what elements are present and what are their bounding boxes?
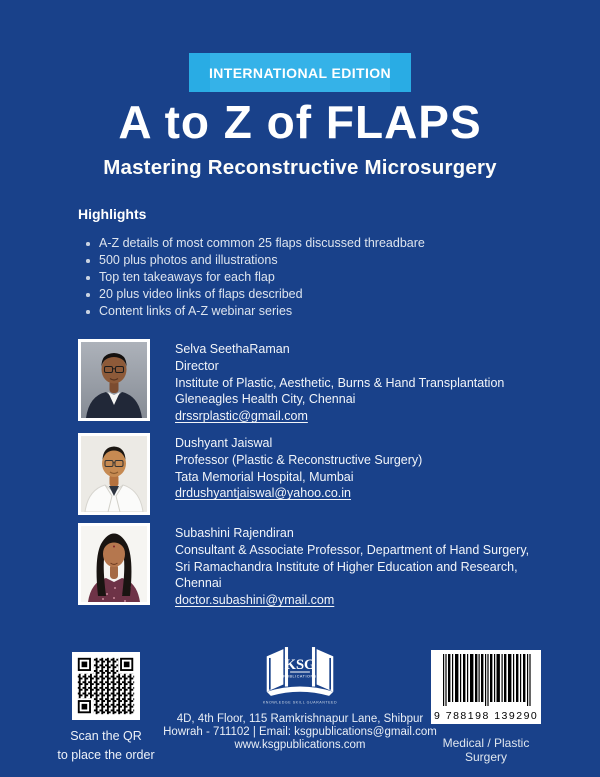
author-role: Director <box>175 358 219 373</box>
publisher-tagline: KNOWLEDGE SKILL GUARANTEED <box>262 701 338 705</box>
author-affiliation: Institute of Plastic, Aesthetic, Burns & Hand Transplantation <box>175 375 505 390</box>
highlight-item: 500 plus photos and illustrations <box>84 252 540 269</box>
publisher-address-line2: Howrah - 711102 | Email: ksgpublications@gmail.com <box>163 725 437 738</box>
author-row-subashini <box>78 523 560 609</box>
authors-section <box>78 339 560 617</box>
publisher-website-link[interactable]: www.ksgpublications.com <box>234 738 366 751</box>
author-name: Dushyant Jaiswal <box>175 435 273 450</box>
highlight-item: Top ten takeaways for each flap <box>84 269 540 286</box>
author-photo-dushyant <box>78 433 150 515</box>
highlights-list <box>84 235 540 320</box>
qr-code-image[interactable] <box>72 652 140 720</box>
publisher-section <box>150 646 450 751</box>
highlight-item: Content links of A-Z webinar series <box>84 303 540 320</box>
author-affiliation: Tata Memorial Hospital, Mumbai <box>175 469 354 484</box>
qr-section <box>56 652 156 765</box>
book-title: A to Z of FLAPS <box>118 96 482 148</box>
international-edition-label: INTERNATIONAL EDITION <box>208 64 392 81</box>
barcode-image <box>431 650 541 724</box>
qr-caption-line2: to place the order <box>57 748 155 762</box>
isbn-number: 9 788198 139290 <box>434 710 539 722</box>
author-email-link[interactable]: drssrplastic@gmail.com <box>175 409 308 424</box>
author-photo-selva <box>78 339 150 421</box>
author-role: Consultant & Associate Professor, Department of Hand Surgery, <box>175 542 530 557</box>
publisher-address-line1: 4D, 4th Floor, 115 Ramkrishnapur Lane, Shibpur <box>176 713 424 725</box>
barcode-bars-icon <box>437 654 535 706</box>
author-email-link[interactable]: doctor.subashini@ymail.com <box>175 593 335 608</box>
author-name: Selva SeethaRaman <box>175 342 290 356</box>
international-edition-banner <box>189 53 411 92</box>
portrait-man-suit <box>81 342 147 418</box>
qr-caption-line1: Scan the QR <box>70 729 142 743</box>
book-subtitle: Mastering Reconstructive Microsurgery <box>103 156 497 179</box>
publisher-subname: PUBLICATIONS <box>283 674 317 679</box>
author-name: Subashini Rajendiran <box>175 525 294 540</box>
highlights-heading: Highlights <box>78 206 147 222</box>
highlight-item: 20 plus video links of flaps described <box>84 286 540 303</box>
author-details-subashini <box>175 523 560 609</box>
book-category-label: Medical / Plastic Surgery <box>442 736 530 764</box>
highlight-item: A-Z details of most common 25 flaps discussed threadbare <box>84 235 540 252</box>
author-details-selva <box>175 339 504 425</box>
author-details-dushyant <box>175 433 422 502</box>
author-role: Professor (Plastic & Reconstructive Surgery) <box>175 452 423 467</box>
author-photo-subashini <box>78 523 150 605</box>
author-row-dushyant <box>78 433 560 515</box>
qr-code-icon <box>75 655 137 717</box>
author-email-link[interactable]: drdushyantjaiswal@yahoo.co.in <box>175 486 351 501</box>
publisher-logo <box>256 646 344 698</box>
barcode-section <box>428 650 544 764</box>
author-row-selva <box>78 339 560 425</box>
publisher-name: KSG <box>284 656 316 673</box>
author-affiliation: Sri Ramachandra Institute of Higher Education and Research, Chennai <box>175 559 518 591</box>
highlights-section <box>78 206 540 320</box>
author-affiliation: Gleneagles Health City, Chennai <box>175 392 356 407</box>
portrait-man-labcoat <box>81 436 147 512</box>
portrait-woman <box>81 526 147 602</box>
